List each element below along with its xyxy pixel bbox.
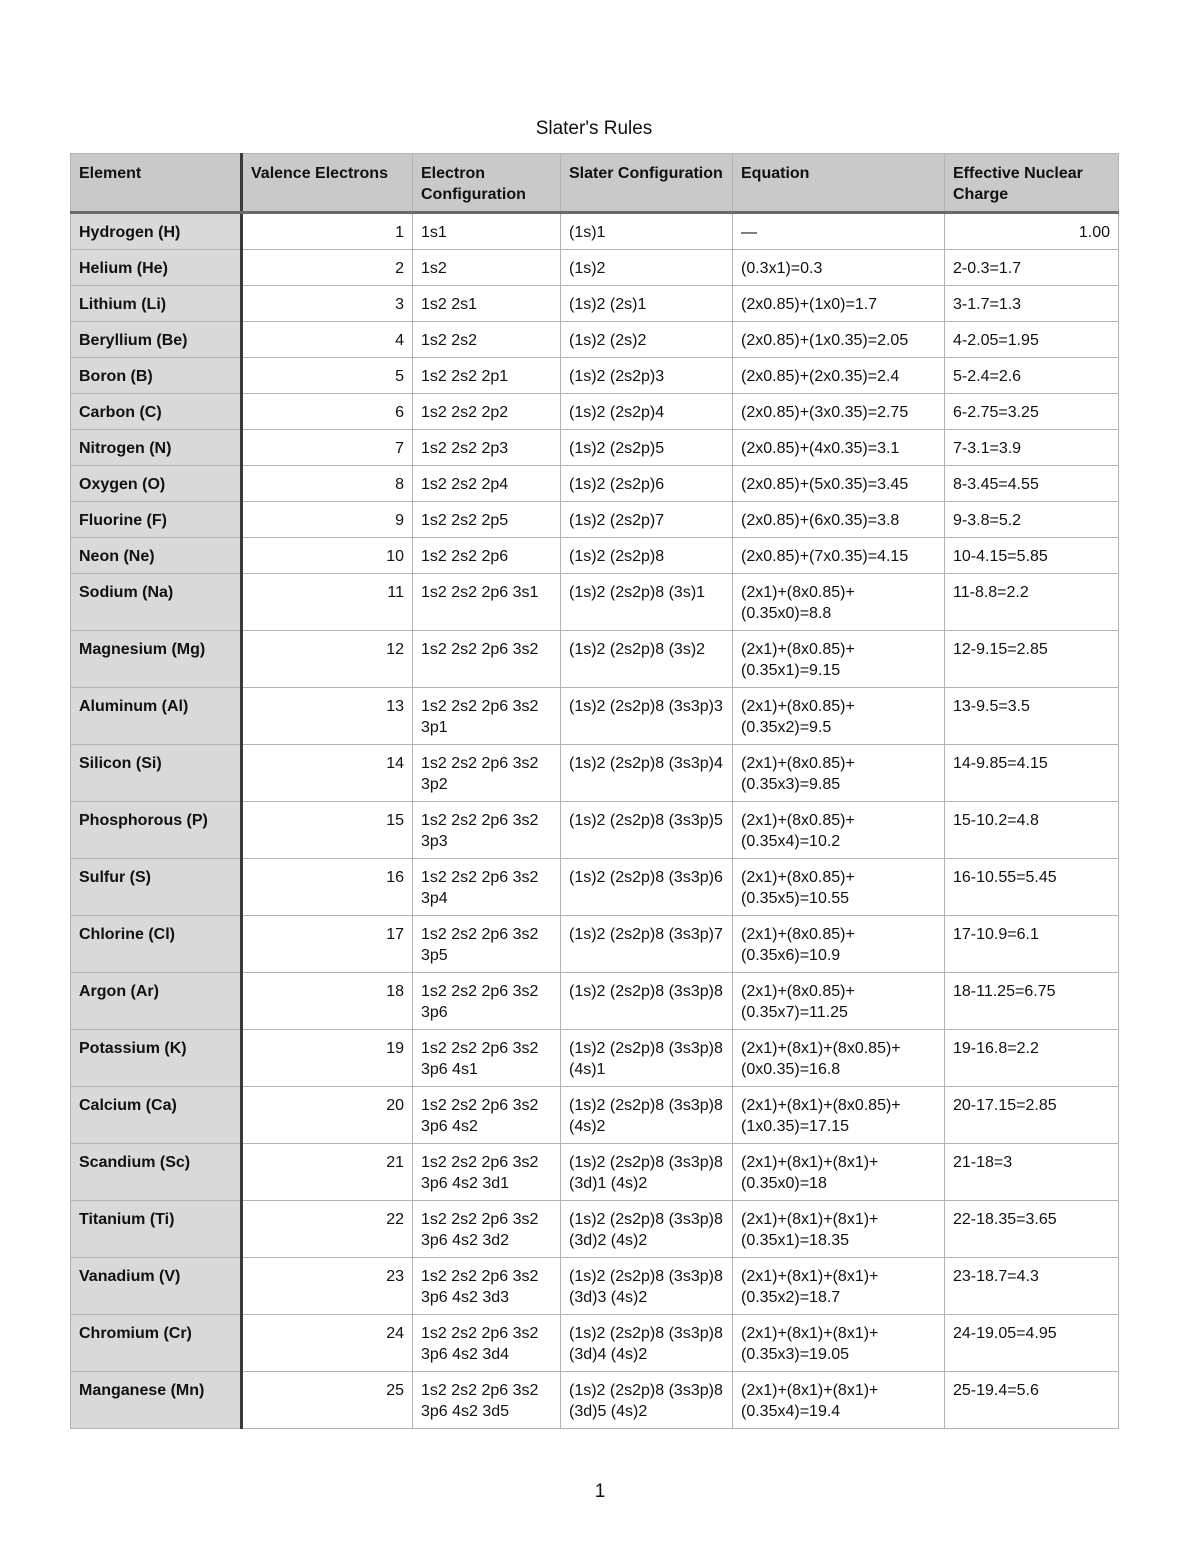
table-row (71, 213, 1119, 250)
element-cell: Lithium (Li) (71, 286, 242, 322)
effective-nuclear-charge-cell: 5-2.4=2.6 (945, 358, 1119, 394)
valence-electrons-cell: 10 (242, 538, 413, 574)
valence-electrons-cell: 14 (242, 745, 413, 802)
valence-electrons-cell: 4 (242, 322, 413, 358)
slater-configuration-cell: (1s)2 (2s2p)8 (3s3p)8 (4s)1 (561, 1030, 733, 1087)
table-row (71, 688, 1119, 745)
valence-electrons-cell: 9 (242, 502, 413, 538)
equation-cell: (2x1)+(8x1)+(8x1)+(0.35x0)=18 (733, 1144, 945, 1201)
table-row (71, 1258, 1119, 1315)
table-row (71, 1144, 1119, 1201)
table-row (71, 859, 1119, 916)
equation-cell: — (733, 213, 945, 250)
slater-configuration-cell: (1s)2 (2s2p)8 (3s3p)8 (3d)3 (4s)2 (561, 1258, 733, 1315)
equation-cell: (2x0.85)+(7x0.35)=4.15 (733, 538, 945, 574)
table-header-row (71, 154, 1119, 213)
effective-nuclear-charge-cell: 1.00 (945, 213, 1119, 250)
equation-cell: (2x1)+(8x1)+(8x1)+(0.35x4)=19.4 (733, 1372, 945, 1429)
effective-nuclear-charge-cell: 20-17.15=2.85 (945, 1087, 1119, 1144)
table-row (71, 250, 1119, 286)
electron-configuration-cell: 1s2 2s2 2p3 (413, 430, 561, 466)
electron-configuration-cell: 1s2 2s2 2p5 (413, 502, 561, 538)
equation-cell: (2x1)+(8x0.85)+(0.35x1)=9.15 (733, 631, 945, 688)
table-body (71, 213, 1119, 1429)
element-cell: Chromium (Cr) (71, 1315, 242, 1372)
slater-configuration-cell: (1s)2 (2s)2 (561, 322, 733, 358)
element-cell: Fluorine (F) (71, 502, 242, 538)
valence-electrons-cell: 15 (242, 802, 413, 859)
header-element: Element (71, 154, 242, 213)
valence-electrons-cell: 3 (242, 286, 413, 322)
element-cell: Helium (He) (71, 250, 242, 286)
table-row (71, 745, 1119, 802)
electron-configuration-cell: 1s2 2s2 2p6 3s2 3p4 (413, 859, 561, 916)
electron-configuration-cell: 1s2 2s1 (413, 286, 561, 322)
slater-configuration-cell: (1s)2 (2s2p)8 (3s3p)8 (3d)4 (4s)2 (561, 1315, 733, 1372)
electron-configuration-cell: 1s2 2s2 2p6 3s2 3p6 (413, 973, 561, 1030)
valence-electrons-cell: 11 (242, 574, 413, 631)
electron-configuration-cell: 1s2 2s2 2p6 3s2 3p6 4s2 3d5 (413, 1372, 561, 1429)
effective-nuclear-charge-cell: 2-0.3=1.7 (945, 250, 1119, 286)
slater-configuration-cell: (1s)2 (2s2p)8 (3s3p)8 (3d)1 (4s)2 (561, 1144, 733, 1201)
equation-cell: (2x0.85)+(2x0.35)=2.4 (733, 358, 945, 394)
equation-cell: (2x1)+(8x1)+(8x0.85)+(1x0.35)=17.15 (733, 1087, 945, 1144)
electron-configuration-cell: 1s2 2s2 (413, 322, 561, 358)
slater-configuration-cell: (1s)1 (561, 213, 733, 250)
effective-nuclear-charge-cell: 22-18.35=3.65 (945, 1201, 1119, 1258)
effective-nuclear-charge-cell: 16-10.55=5.45 (945, 859, 1119, 916)
electron-configuration-cell: 1s2 2s2 2p6 3s2 3p6 4s1 (413, 1030, 561, 1087)
slater-configuration-cell: (1s)2 (2s2p)8 (3s)1 (561, 574, 733, 631)
electron-configuration-cell: 1s2 2s2 2p6 3s2 (413, 631, 561, 688)
effective-nuclear-charge-cell: 18-11.25=6.75 (945, 973, 1119, 1030)
effective-nuclear-charge-cell: 24-19.05=4.95 (945, 1315, 1119, 1372)
valence-electrons-cell: 8 (242, 466, 413, 502)
slater-configuration-cell: (1s)2 (2s2p)8 (3s3p)7 (561, 916, 733, 973)
slater-configuration-cell: (1s)2 (2s2p)6 (561, 466, 733, 502)
effective-nuclear-charge-cell: 13-9.5=3.5 (945, 688, 1119, 745)
valence-electrons-cell: 21 (242, 1144, 413, 1201)
electron-configuration-cell: 1s2 2s2 2p6 3s2 3p6 4s2 3d2 (413, 1201, 561, 1258)
valence-electrons-cell: 1 (242, 213, 413, 250)
page-title: Slater's Rules (535, 118, 653, 139)
effective-nuclear-charge-cell: 25-19.4=5.6 (945, 1372, 1119, 1429)
equation-cell: (2x0.85)+(3x0.35)=2.75 (733, 394, 945, 430)
element-cell: Carbon (C) (71, 394, 242, 430)
slater-configuration-cell: (1s)2 (2s2p)8 (3s3p)8 (561, 973, 733, 1030)
equation-cell: (2x1)+(8x1)+(8x1)+(0.35x3)=19.05 (733, 1315, 945, 1372)
element-cell: Chlorine (Cl) (71, 916, 242, 973)
element-cell: Oxygen (O) (71, 466, 242, 502)
effective-nuclear-charge-cell: 9-3.8=5.2 (945, 502, 1119, 538)
effective-nuclear-charge-cell: 4-2.05=1.95 (945, 322, 1119, 358)
effective-nuclear-charge-cell: 19-16.8=2.2 (945, 1030, 1119, 1087)
valence-electrons-cell: 7 (242, 430, 413, 466)
slater-configuration-cell: (1s)2 (2s2p)7 (561, 502, 733, 538)
equation-cell: (2x0.85)+(5x0.35)=3.45 (733, 466, 945, 502)
equation-cell: (2x0.85)+(1x0.35)=2.05 (733, 322, 945, 358)
electron-configuration-cell: 1s2 2s2 2p4 (413, 466, 561, 502)
slater-configuration-cell: (1s)2 (2s2p)8 (561, 538, 733, 574)
electron-configuration-cell: 1s2 2s2 2p1 (413, 358, 561, 394)
element-cell: Scandium (Sc) (71, 1144, 242, 1201)
element-cell: Manganese (Mn) (71, 1372, 242, 1429)
table-row (71, 358, 1119, 394)
electron-configuration-cell: 1s2 2s2 2p6 3s2 3p1 (413, 688, 561, 745)
valence-electrons-cell: 25 (242, 1372, 413, 1429)
valence-electrons-cell: 13 (242, 688, 413, 745)
element-cell: Argon (Ar) (71, 973, 242, 1030)
table-row (71, 631, 1119, 688)
valence-electrons-cell: 23 (242, 1258, 413, 1315)
effective-nuclear-charge-cell: 23-18.7=4.3 (945, 1258, 1119, 1315)
effective-nuclear-charge-cell: 14-9.85=4.15 (945, 745, 1119, 802)
electron-configuration-cell: 1s2 2s2 2p2 (413, 394, 561, 430)
element-cell: Phosphorous (P) (71, 802, 242, 859)
table-row (71, 1087, 1119, 1144)
table-row (71, 574, 1119, 631)
header-electron-configuration: Electron Configuration (413, 154, 561, 213)
slater-configuration-cell: (1s)2 (2s)1 (561, 286, 733, 322)
element-cell: Sodium (Na) (71, 574, 242, 631)
header-slater-configuration: Slater Configuration (561, 154, 733, 213)
valence-electrons-cell: 18 (242, 973, 413, 1030)
slater-configuration-cell: (1s)2 (2s2p)8 (3s3p)8 (4s)2 (561, 1087, 733, 1144)
slater-configuration-cell: (1s)2 (2s2p)8 (3s3p)3 (561, 688, 733, 745)
element-cell: Silicon (Si) (71, 745, 242, 802)
slater-configuration-cell: (1s)2 (2s2p)5 (561, 430, 733, 466)
equation-cell: (2x1)+(8x0.85)+(0.35x7)=11.25 (733, 973, 945, 1030)
slater-configuration-cell: (1s)2 (561, 250, 733, 286)
electron-configuration-cell: 1s2 2s2 2p6 3s2 3p6 4s2 3d3 (413, 1258, 561, 1315)
table-row (71, 394, 1119, 430)
electron-configuration-cell: 1s2 2s2 2p6 3s2 3p2 (413, 745, 561, 802)
table-row (71, 1201, 1119, 1258)
effective-nuclear-charge-cell: 7-3.1=3.9 (945, 430, 1119, 466)
equation-cell: (2x1)+(8x1)+(8x0.85)+(0x0.35)=16.8 (733, 1030, 945, 1087)
slater-configuration-cell: (1s)2 (2s2p)4 (561, 394, 733, 430)
table-row (71, 973, 1119, 1030)
table-row (71, 1030, 1119, 1087)
equation-cell: (0.3x1)=0.3 (733, 250, 945, 286)
table-row (71, 802, 1119, 859)
equation-cell: (2x0.85)+(6x0.35)=3.8 (733, 502, 945, 538)
effective-nuclear-charge-cell: 3-1.7=1.3 (945, 286, 1119, 322)
table-row (71, 916, 1119, 973)
element-cell: Titanium (Ti) (71, 1201, 242, 1258)
effective-nuclear-charge-cell: 8-3.45=4.55 (945, 466, 1119, 502)
header-equation: Equation (733, 154, 945, 213)
electron-configuration-cell: 1s1 (413, 213, 561, 250)
table-row (71, 466, 1119, 502)
table-row (71, 1372, 1119, 1429)
slater-configuration-cell: (1s)2 (2s2p)8 (3s3p)5 (561, 802, 733, 859)
valence-electrons-cell: 20 (242, 1087, 413, 1144)
electron-configuration-cell: 1s2 2s2 2p6 3s2 3p6 4s2 3d1 (413, 1144, 561, 1201)
page-number: 1 (594, 1481, 606, 1502)
electron-configuration-cell: 1s2 2s2 2p6 3s2 3p5 (413, 916, 561, 973)
table-row (71, 322, 1119, 358)
effective-nuclear-charge-cell: 11-8.8=2.2 (945, 574, 1119, 631)
valence-electrons-cell: 17 (242, 916, 413, 973)
effective-nuclear-charge-cell: 6-2.75=3.25 (945, 394, 1119, 430)
element-cell: Boron (B) (71, 358, 242, 394)
header-effective-nuclear-charge: Effective Nuclear Charge (945, 154, 1119, 213)
valence-electrons-cell: 16 (242, 859, 413, 916)
valence-electrons-cell: 24 (242, 1315, 413, 1372)
slater-configuration-cell: (1s)2 (2s2p)8 (3s3p)4 (561, 745, 733, 802)
element-cell: Potassium (K) (71, 1030, 242, 1087)
slater-configuration-cell: (1s)2 (2s2p)8 (3s3p)6 (561, 859, 733, 916)
element-cell: Vanadium (V) (71, 1258, 242, 1315)
equation-cell: (2x1)+(8x1)+(8x1)+(0.35x1)=18.35 (733, 1201, 945, 1258)
electron-configuration-cell: 1s2 2s2 2p6 3s1 (413, 574, 561, 631)
electron-configuration-cell: 1s2 2s2 2p6 3s2 3p6 4s2 (413, 1087, 561, 1144)
effective-nuclear-charge-cell: 21-18=3 (945, 1144, 1119, 1201)
equation-cell: (2x1)+(8x0.85)+(0.35x3)=9.85 (733, 745, 945, 802)
element-cell: Beryllium (Be) (71, 322, 242, 358)
slater-configuration-cell: (1s)2 (2s2p)3 (561, 358, 733, 394)
table-row (71, 538, 1119, 574)
header-valence-electrons: Valence Electrons (242, 154, 413, 213)
table-row (71, 286, 1119, 322)
equation-cell: (2x1)+(8x0.85)+(0.35x6)=10.9 (733, 916, 945, 973)
table-row (71, 502, 1119, 538)
equation-cell: (2x1)+(8x0.85)+(0.35x5)=10.55 (733, 859, 945, 916)
equation-cell: (2x1)+(8x0.85)+(0.35x2)=9.5 (733, 688, 945, 745)
slater-configuration-cell: (1s)2 (2s2p)8 (3s)2 (561, 631, 733, 688)
element-cell: Neon (Ne) (71, 538, 242, 574)
effective-nuclear-charge-cell: 12-9.15=2.85 (945, 631, 1119, 688)
element-cell: Hydrogen (H) (71, 213, 242, 250)
valence-electrons-cell: 22 (242, 1201, 413, 1258)
equation-cell: (2x0.85)+(1x0)=1.7 (733, 286, 945, 322)
equation-cell: (2x1)+(8x0.85)+(0.35x4)=10.2 (733, 802, 945, 859)
valence-electrons-cell: 6 (242, 394, 413, 430)
electron-configuration-cell: 1s2 2s2 2p6 (413, 538, 561, 574)
element-cell: Sulfur (S) (71, 859, 242, 916)
slater-rules-table (70, 153, 1119, 1429)
equation-cell: (2x1)+(8x1)+(8x1)+(0.35x2)=18.7 (733, 1258, 945, 1315)
valence-electrons-cell: 2 (242, 250, 413, 286)
element-cell: Nitrogen (N) (71, 430, 242, 466)
valence-electrons-cell: 12 (242, 631, 413, 688)
effective-nuclear-charge-cell: 10-4.15=5.85 (945, 538, 1119, 574)
slater-configuration-cell: (1s)2 (2s2p)8 (3s3p)8 (3d)5 (4s)2 (561, 1372, 733, 1429)
effective-nuclear-charge-cell: 17-10.9=6.1 (945, 916, 1119, 973)
element-cell: Calcium (Ca) (71, 1087, 242, 1144)
effective-nuclear-charge-cell: 15-10.2=4.8 (945, 802, 1119, 859)
element-cell: Aluminum (Al) (71, 688, 242, 745)
equation-cell: (2x0.85)+(4x0.35)=3.1 (733, 430, 945, 466)
slater-configuration-cell: (1s)2 (2s2p)8 (3s3p)8 (3d)2 (4s)2 (561, 1201, 733, 1258)
element-cell: Magnesium (Mg) (71, 631, 242, 688)
table-row (71, 430, 1119, 466)
electron-configuration-cell: 1s2 2s2 2p6 3s2 3p3 (413, 802, 561, 859)
valence-electrons-cell: 19 (242, 1030, 413, 1087)
electron-configuration-cell: 1s2 2s2 2p6 3s2 3p6 4s2 3d4 (413, 1315, 561, 1372)
table-row (71, 1315, 1119, 1372)
electron-configuration-cell: 1s2 (413, 250, 561, 286)
valence-electrons-cell: 5 (242, 358, 413, 394)
equation-cell: (2x1)+(8x0.85)+(0.35x0)=8.8 (733, 574, 945, 631)
